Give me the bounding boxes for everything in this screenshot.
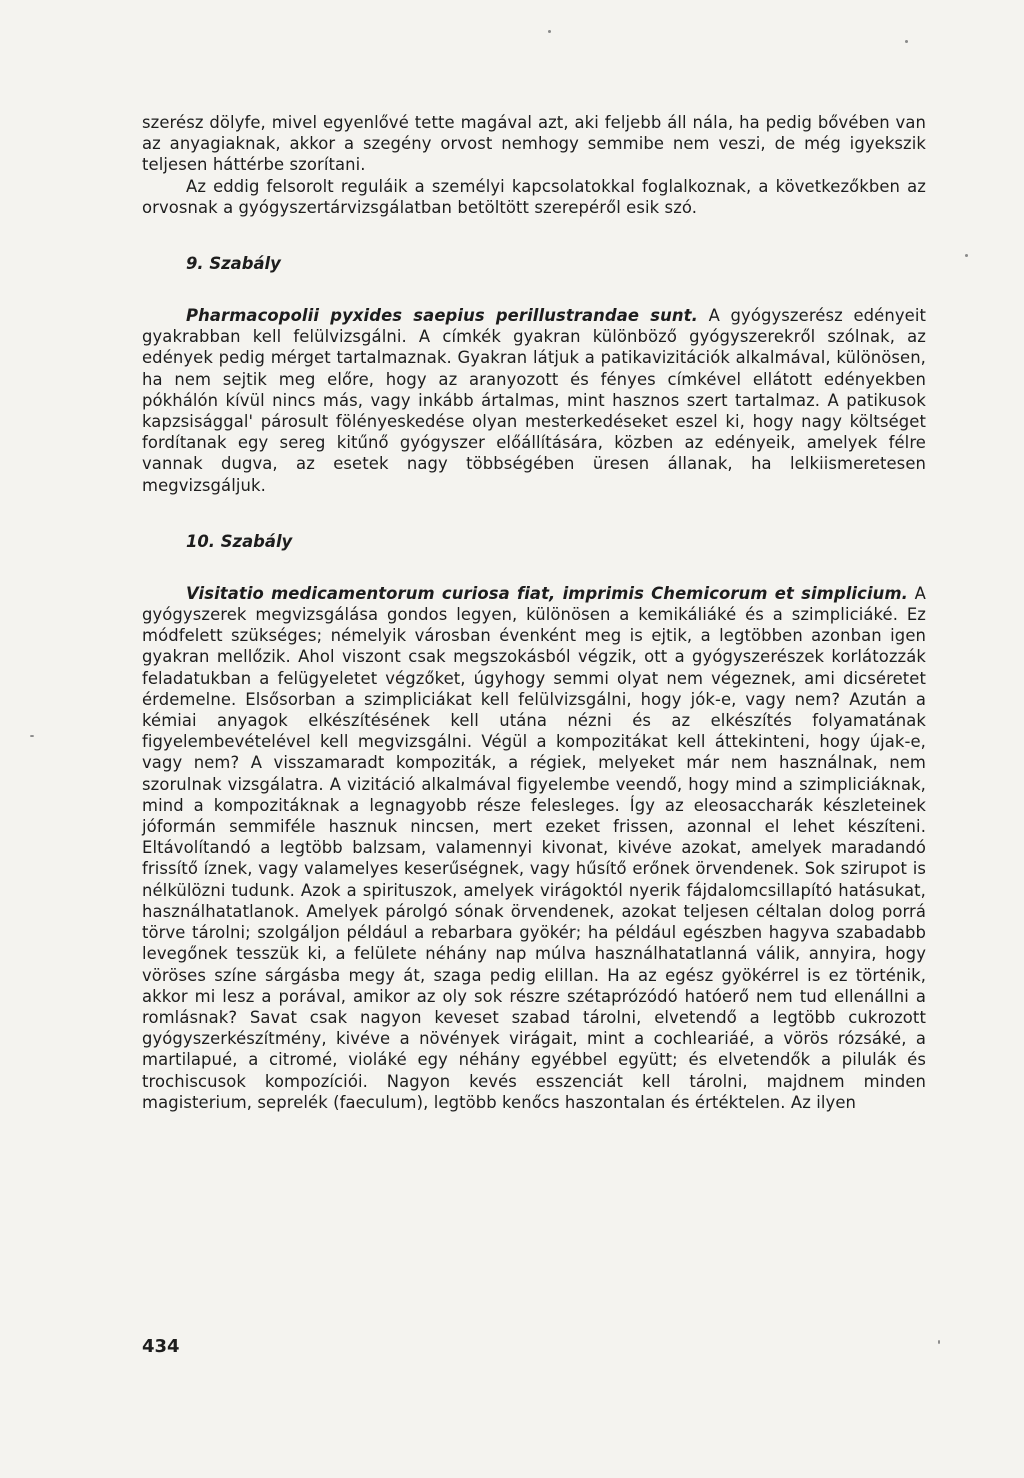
scan-speck (30, 735, 34, 737)
scan-speck (938, 1340, 940, 1344)
rule-10-text: A gyógyszerek megvizsgálása gondos legyen, különösen a kemikáliáké és a szimpliciáké. Ez módfelett szükséges; némelyik városban évenként meg is ejtik, a legtöbben azonban igen gyakran mellőzik. Ahol viszont csak megszokásból végzik, ott a gyógyszerészek korlátozzák feladatukban a felügyeletet végzőket, úgyhogy semmi olyat nem végeznek, ami dicséretet érdemelne. Elsősorban a szimpliciákat kell felülvizsgálni, hogy jók-e, vagy nem? Azután a kémiai anyagok elkészítésének kell utána nézni és az elkészítés folyamatának figyelembevételével kell megvizsgálni. Végül a kompozitákat kell áttekinteni, hogy újak-e, vagy nem? A visszamaradt kompoziták, a régiek, melyeket már nem használnak, nem szorulnak vizsgálatra. A vizitáció alkalmával figyelembe veendő, hogy mind a szimpliciáknak, mind a kompozitáknak a legnagyobb része felesleges. Így az eleosaccharák készleteinek jóformán semmiféle hasznuk nincsen, mert ezeket frissen, azonnal el lehet készíteni. Eltávolítandó a legtöbb balzsam, valamennyi kivonat, kivéve azokat, amelyek maradandó frissítő íznek, vagy valamelyes keserűségnek, vagy hűsítő erőnek örvendenek. Sok szirupot is nélkülözni tudunk. Azok a spirituszok, amelyek virágoktól nyerik fájdalomcsillapító hatásukat, használhatatlanok. Amelyek párolgó sónak örvendenek, azokat teljesen céltalan dolog porrá törve tárolni; szolgáljon például a rebarbara gyökér; ha például egészben hagyva szabadabb levegőnek tesszük ki, a felülete néhány nap múlva használhatatlanná válik, annyira, hogy vöröses színe sárgásba megy át, szaga pedig elillan. Ha az egész gyökérrel is ez történik, akkor mi lesz a porával, amikor az oly sok részre szétaprózódó hatóerő nem tud ellenállni a romlásnak? Savat csak nagyon keveset szabad tárolni, elvetendő a legtöbb cukrozott gyógyszerkészítmény, kivéve a növények virágait, mint a cochleariáé, a vörös rózsáké, a martilapué, a citromé, violáké egy néhány egyébbel együtt; és elvetendők a pilulák és trochiscusok kompozíciói. Nagyon kevés esszenciát kell tárolni, majdnem minden magisterium, seprelék (faeculum), legtöbb kenőcs haszontalan és értéktelen. Az ilyen (142, 583, 926, 1112)
paragraph-1: szerész dölyfe, mivel egyenlővé tette magával azt, aki feljebb áll nála, ha pedig bővében van az anyagiaknak, akkor a szegény orvost nemhogy semmibe nem veszi, de még igyekszik teljesen háttérbe szorítani. (142, 113, 926, 175)
rule-9-text: A gyógyszerész edényeit gyakrabban kell felülvizsgálni. A címkék gyakran különböző gyógyszerekről szólnak, az edények pedig mérget tartalmaznak. Gyakran látjuk a patikavizitációk alkalmával, különösen, ha nem sejtik meg előre, hogy az aranyozott és fényes címkével ellátott edényekben pókhálón kívül nincs más, vagy inkább ártalmas, mint hasznos szert tartalmaz. A patikusok kapzsisággal' párosult fölényeskedése olyan mesterkedéseket eszel ki, hogy nagy költséget fordítanak egy sereg kitűnő gyógyszer előállítására, közben az edényeik, amelyek félre vannak dugva, az esetek nagy többségében üresen állanak, ha lelkiismeretesen megvizsgáljuk. (142, 306, 926, 495)
rule-10-latin: Visitatio medicamentorum curiosa fiat, imprimis Chemicorum et simplicium. (186, 583, 908, 603)
scan-speck (548, 30, 551, 33)
page-number: 434 (142, 1336, 180, 1357)
paragraph-2: Az eddig felsorolt reguláik a személyi kapcsolatokkal foglalkoznak, a következőkben az orvosnak a gyógyszertárvizsgálatban betöltött szerepéről esik szó. (142, 176, 926, 217)
scan-speck (965, 254, 968, 257)
rule-9-latin: Pharmacopolii pyxides saepius perillustrandae sunt. (186, 306, 698, 326)
rule-10-body (142, 583, 926, 1113)
rule-9-heading: 9. Szabály (186, 254, 281, 274)
document-page (142, 112, 926, 1113)
scan-speck (905, 40, 908, 43)
rule-9-body (142, 305, 926, 496)
rule-10-heading: 10. Szabály (186, 531, 293, 551)
